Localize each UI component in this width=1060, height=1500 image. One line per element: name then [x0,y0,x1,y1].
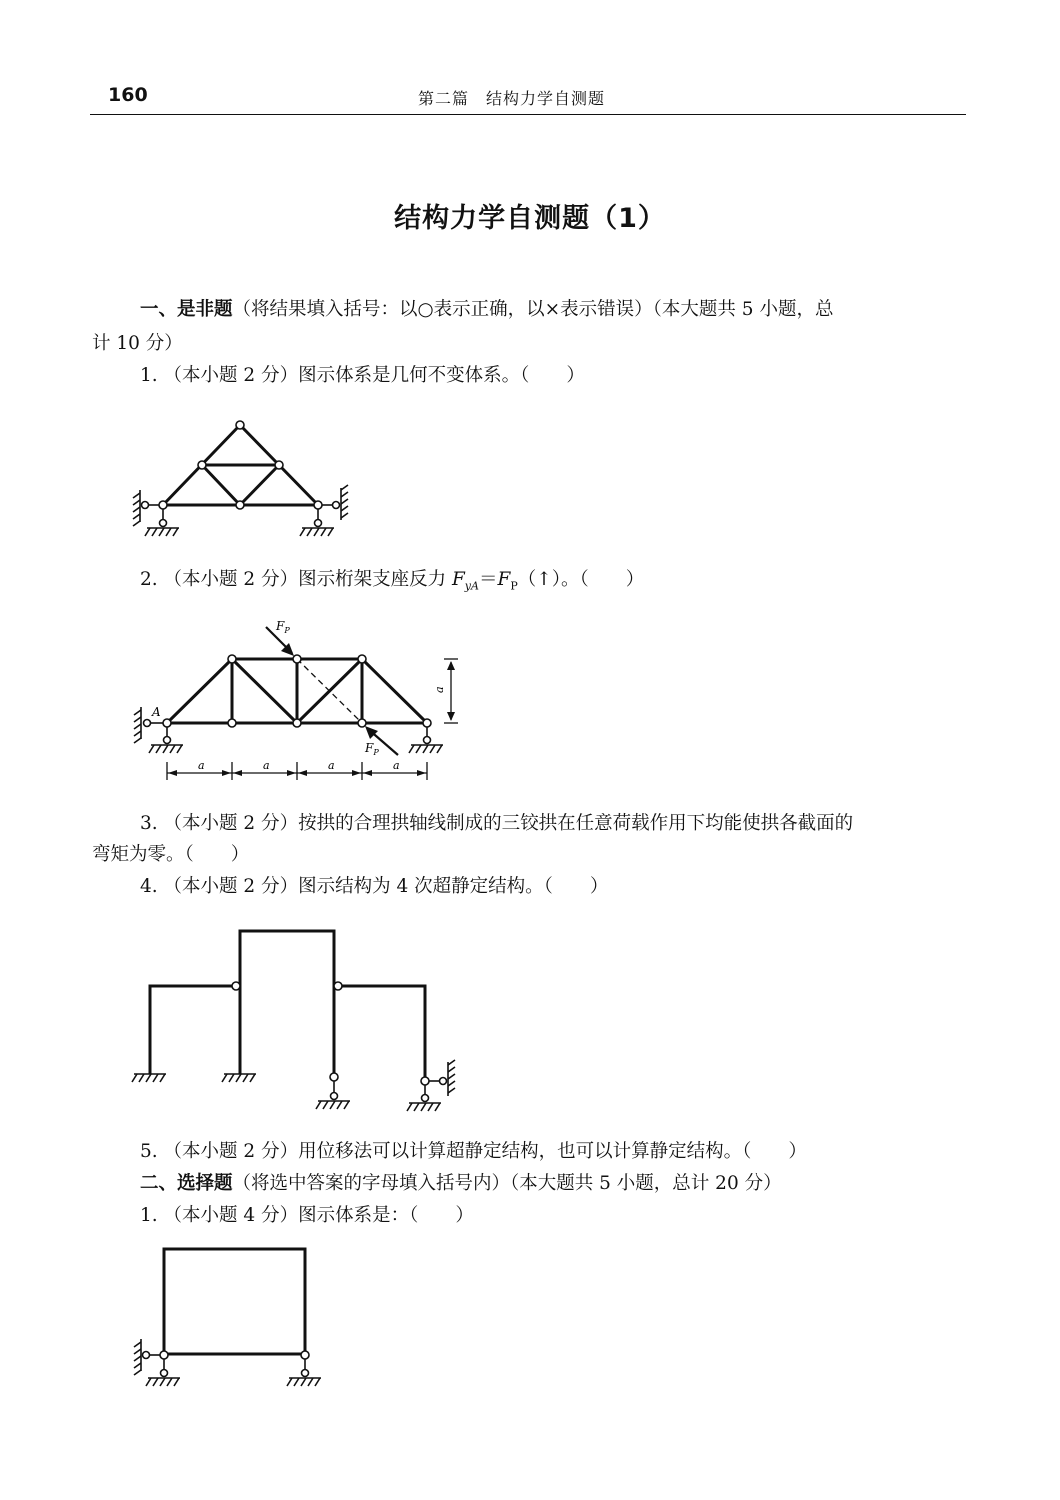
q2-force-rhs: F [497,569,511,590]
section1-label: 一、是非题 [140,299,233,320]
span-label-2: a [263,759,270,772]
question-1-1: 1. （本小题 2 分）图示体系是几何不变体系。（ ） [140,365,585,386]
question-2-1: 1. （本小题 4 分）图示体系是：（ ） [140,1205,474,1226]
page-number: 160 [108,84,148,106]
span-label-1: a [198,759,205,772]
section1-instruction: （将结果填入括号：以○表示正确，以×表示错误）（本大题共 5 小题，总 [232,299,834,320]
span-label-3: a [328,759,335,772]
section1-instruction-cont: 计 10 分） [92,333,183,354]
running-header: 第二篇 结构力学自测题 [418,89,606,108]
span-label-4: a [393,759,400,772]
q2-force-lhs: F [451,569,465,590]
q2-equals: ＝ [478,569,498,590]
load-top-label: $F_P$ [276,619,290,635]
q2-text-end: （↑）。（ ） [517,569,645,590]
q2-force-rhs-sub: P [510,579,518,593]
question-1-3-cont: 弯矩为零。（ ） [92,844,250,865]
q2-text: 2. （本小题 2 分）图示桁架支座反力 [140,569,452,590]
load-bottom-label: $F_P$ [365,741,379,757]
q2-force-lhs-sub: yA [464,579,479,593]
section2-instruction: （将选中答案的字母填入括号内）（本大题共 5 小题，总计 20 分） [232,1173,782,1194]
question-1-4: 4. （本小题 2 分）图示结构为 4 次超静定结构。（ ） [140,876,609,897]
question-1-5: 5. （本小题 2 分）用位移法可以计算超静定结构，也可以计算静定结构。（ ） [140,1141,807,1162]
page-title: 结构力学自测题（1） [394,203,666,234]
support-a-label: A [152,705,161,719]
question-1-3: 3. （本小题 2 分）按拱的合理拱轴线制成的三铰拱在任意荷载作用下均能使拱各截面的 [140,813,854,834]
height-label: a [433,686,446,693]
section2-label: 二、选择题 [140,1173,233,1194]
